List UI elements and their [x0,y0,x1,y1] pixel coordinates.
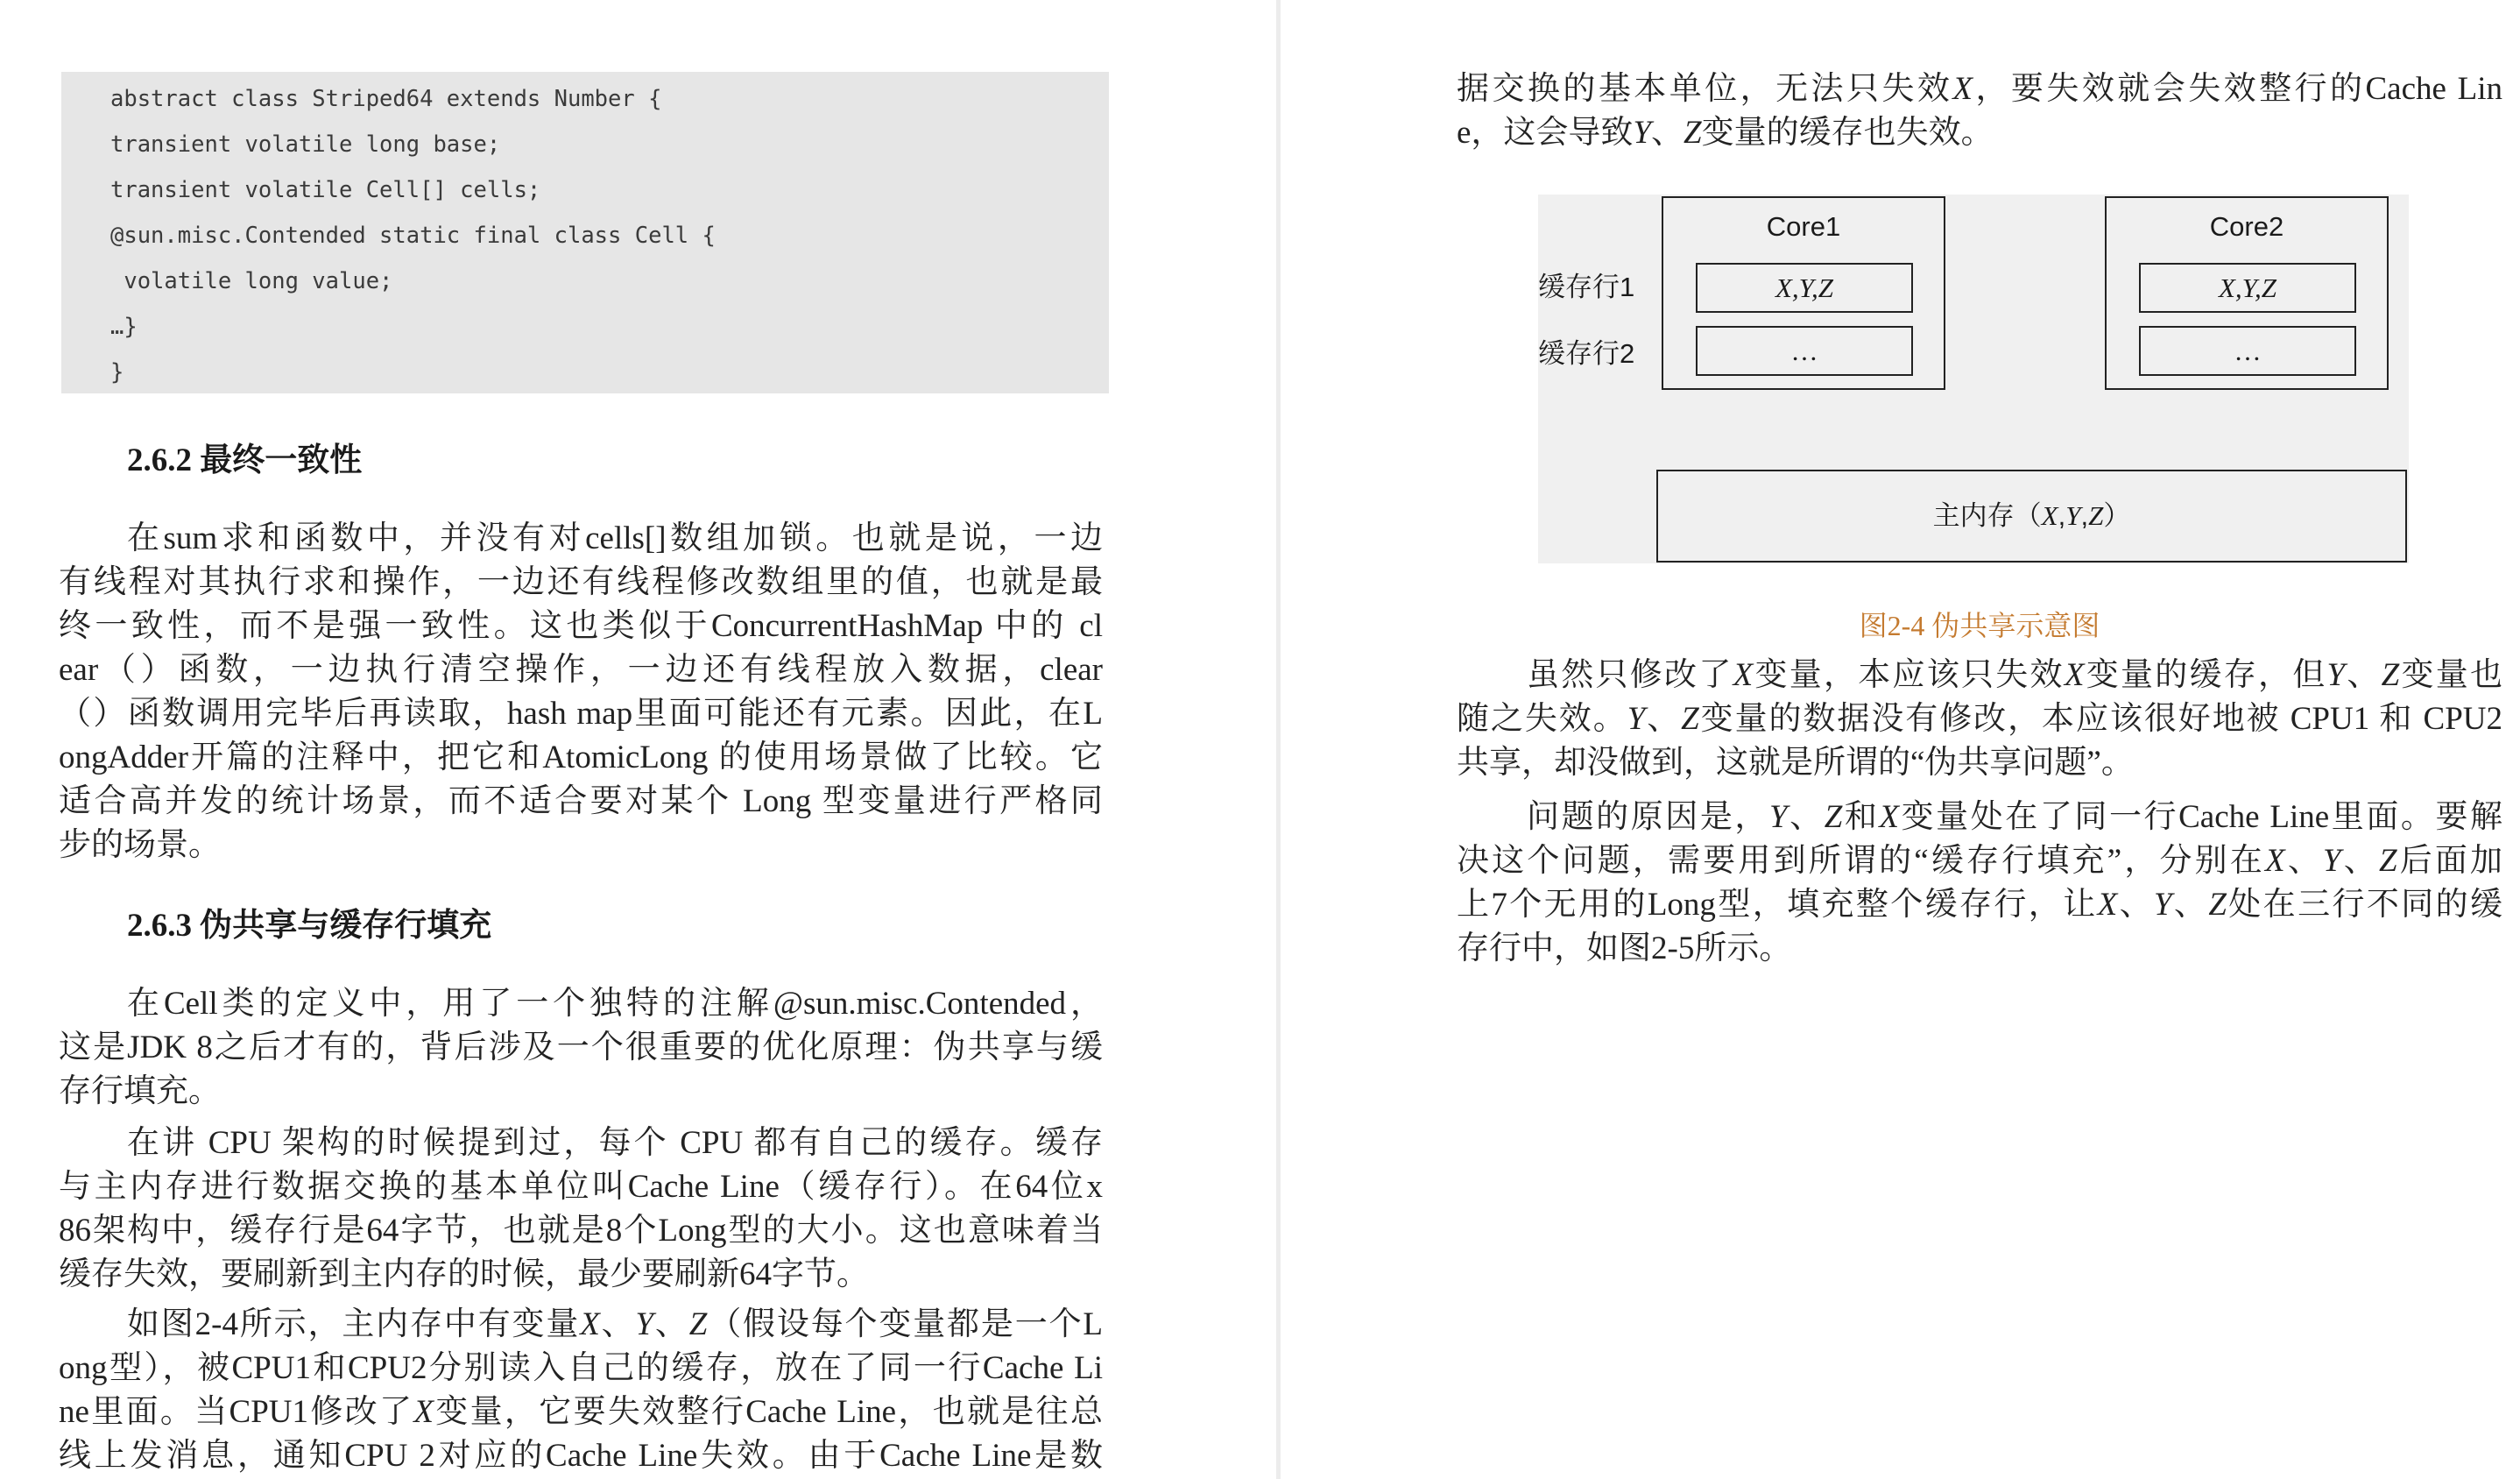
code-line: transient volatile Cell[] cells; [110,177,541,203]
core1-label: Core1 [1766,211,1841,242]
variable-name: X [1733,657,1754,693]
variable-name: X [2064,657,2085,693]
paragraph-line: 线上发消息，通知CPU 2对应的Cache Line失效。由于Cache Line是数 [59,1438,1103,1474]
main-memory-label: 主内存（X,Y,Z） [1932,500,2131,531]
core2-box [2105,196,2389,390]
variable-name: Z [688,1306,708,1342]
paragraph-line: 存行中，如图2-5所示。 [1457,931,1792,966]
code-line: transient volatile long base; [110,131,501,158]
paragraph-line: 据交换的基本单位，无法只失效X，要失效就会失效整行的Cache Lin [1457,71,2503,107]
paragraph-line: 存行填充。 [59,1073,221,1109]
paragraph-line: ong型），被CPU1和CPU2分别读入自己的缓存，放在了同一行Cache Li [59,1350,1103,1386]
paragraph-continued [1457,67,2502,155]
variable-name: Y [1633,115,1652,151]
paragraph-line: 这是JDK 8之后才有的，背后涉及一个很重要的优化原理：伪共享与缓 [59,1030,1103,1065]
variable-name: Y [2326,657,2346,693]
cache-line-2-label: 缓存行2 [1538,338,1635,369]
paragraph-contended-annotation [59,982,1103,1114]
paragraph-line: 在讲 CPU 架构的时候提到过，每个 CPU 都有自己的缓存。缓存 [127,1125,1103,1161]
variable-name: X [1879,799,1900,835]
paragraph-line: e，这会导致Y、Z变量的缓存也失效。 [1457,115,1994,151]
false-sharing-diagram [1538,195,2409,563]
paragraph-line: 上7个无用的Long型，填充整个缓存行，让X、Y、Z处在三行不同的缓 [1457,887,2503,923]
main-memory-box [1656,470,2407,563]
variable-name: Z [1684,115,1702,151]
variable-name: Y [1627,701,1646,737]
variable-name: X [2097,887,2118,923]
paragraph-line: 问题的原因是，Y、Z和X变量处在了同一行Cache Line里面。要解 [1527,799,2503,835]
code-line: abstract class Striped64 extends Number { [110,86,662,112]
section-heading-2-6-3: 2.6.3 伪共享与缓存行填充 [127,908,492,944]
core1-box [1662,196,1945,390]
paragraph-line: 与主内存进行数据交换的基本单位叫Cache Line（缓存行）。在64位x [59,1169,1103,1205]
paragraph-line: ne里面。当CPU1修改了X变量，它要失效整行Cache Line，也就是往总 [59,1394,1103,1430]
core1-cache-line-1: X,Y,Z [1696,263,1913,313]
paragraph-line: 虽然只修改了X变量，本应该只失效X变量的缓存，但Y、Z变量也 [1527,657,2503,693]
variable-name: Z [2208,887,2227,923]
core1-cache-line-2: … [1696,326,1913,376]
paragraph-line: 适合高并发的统计场景，而不适合要对某个 Long 型变量进行严格同 [59,783,1103,819]
paragraph-line: 步的场景。 [59,827,221,863]
paragraph-line: 缓存失效，要刷新到主内存的时候，最少要刷新64字节。 [59,1256,869,1292]
code-line: } [110,359,124,386]
paragraph-line: 决这个问题，需要用到所谓的“缓存行填充”，分别在X、Y、Z后面加 [1457,843,2503,879]
paragraph-cache-line-padding [1457,796,2502,971]
paragraph-eventual-consistency [59,517,1103,867]
core2-cache-line-1: X,Y,Z [2139,263,2356,313]
variable-name: Y [635,1306,654,1342]
variable-name: X [413,1394,434,1430]
paragraph-line: 终一致性，而不是强一致性。这也类似于ConcurrentHashMap 中的 cl [59,608,1103,644]
paragraph-line: 随之失效。Y、Z变量的数据没有修改，本应该很好地被 CPU1 和 CPU2 [1457,701,2503,737]
cache-line-1-label: 缓存行1 [1538,272,1635,302]
paragraph-line: 如图2-4所示，主内存中有变量X、Y、Z（假设每个变量都是一个L [127,1306,1104,1342]
code-block [61,72,1109,393]
paragraph-line: 有线程对其执行求和操作，一边还有线程修改数组里的值，也就是最 [59,564,1103,600]
right-page [1281,0,2520,1479]
variable-name: Z [2381,657,2400,693]
code-line: …} [110,314,138,340]
variable-name: Z [2378,843,2397,879]
variable-name: X [580,1306,600,1342]
core2-label: Core2 [2209,211,2284,242]
variable-name: Z [2088,500,2104,531]
variable-name: Y [2153,887,2172,923]
paragraph-line: 在Cell类的定义中，用了一个独特的注解@sun.misc.Contended， [127,986,1103,1022]
variable-name: X [2041,500,2058,531]
paragraph-line: 共享，却没做到，这就是所谓的“伪共享问题”。 [1457,745,2134,781]
figure-caption: 图2-4 伪共享示意图 [1859,610,2100,641]
variable-name: X [1952,71,1973,107]
variable-name: Z [1824,799,1843,835]
section-heading-2-6-2: 2.6.2 最终一致性 [127,442,363,478]
code-line: volatile long value; [110,268,393,294]
paragraph-false-sharing-problem [1457,654,2502,785]
paragraph-cpu-cache-line [59,1122,1103,1297]
paragraph-figure-explanation [59,1303,1103,1478]
variable-name: X [2265,843,2285,879]
paragraph-line: 86架构中，缓存行是64字节，也就是8个Long型的大小。这也意味着当 [59,1213,1103,1249]
paragraph-line: ongAdder开篇的注释中，把它和AtomicLong 的使用场景做了比较。它 [59,740,1103,775]
paragraph-line: （）函数调用完毕后再读取，hash map里面可能还有元素。因此，在L [59,696,1103,732]
variable-name: Y [1768,799,1788,835]
paragraph-line: 在sum求和函数中，并没有对cells[]数组加锁。也就是说，一边 [127,520,1103,556]
code-line: @sun.misc.Contended static final class Cell { [110,223,716,249]
variable-name: Y [2065,500,2081,531]
variable-name: Z [1681,701,1699,737]
variable-name: Y [2323,843,2341,879]
paragraph-line: ear（）函数，一边执行清空操作，一边还有线程放入数据，clear [59,652,1103,688]
core2-cache-line-2: … [2139,326,2356,376]
